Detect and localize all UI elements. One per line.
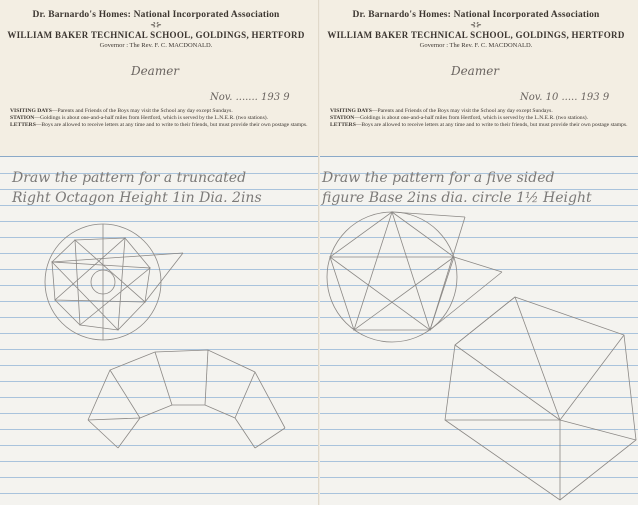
ornament-divider: ⊰⊱ (150, 21, 162, 29)
letters-label: LETTERS (330, 122, 356, 129)
visiting-text: —Parents and Friends of the Boys may visit the School any day except Sundays. (51, 108, 233, 114)
handwritten-date: Nov. 10 ..... 193 9 (520, 92, 610, 103)
organization-title: Dr. Barnardo's Homes: National Incorporated Association (32, 10, 280, 20)
governor-line: Governor : The Rev. F. C. MACDONALD. (419, 42, 533, 49)
handwritten-name: Deamer (450, 64, 500, 78)
ornament-divider: ⊰⊱ (470, 21, 482, 29)
station-text: —Goldings is about one-and-a-half miles from Hertford, which is served by the L.N.E.R. (two stations). (34, 115, 269, 122)
visiting-label: VISITING DAYS (10, 108, 52, 114)
pentagonal-pattern-drawing (445, 297, 636, 500)
letters-text: —Boys are allowed to receive letters at any time and to write to their friends, but must provide their own postage stamps. (35, 122, 308, 129)
letters-text: —Boys are allowed to receive letters at any time and to write to their friends, but must provide their own postage stamps. (355, 122, 628, 129)
octagon-plan-drawing (45, 224, 183, 340)
visiting-text: —Parents and Friends of the Boys may visit the School any day except Sundays. (371, 108, 553, 114)
task-line: figure Base 2ins dia. circle 1½ Height (322, 190, 592, 206)
letters-label: LETTERS (10, 122, 36, 129)
organization-title: Dr. Barnardo's Homes: National Incorporated Association (352, 10, 600, 20)
truncated-pattern-drawing (88, 350, 285, 448)
station-text: —Goldings is about one-and-a-half miles from Hertford, which is served by the L.N.E.R. (two stations). (354, 115, 589, 122)
handwritten-name: Deamer (130, 64, 180, 78)
task-line: Draw the pattern for a truncated (12, 170, 247, 186)
task-line: Right Octagon Height 1in Dia. 2ins (12, 190, 262, 206)
station-label: STATION (10, 115, 35, 122)
pentagon-plan-drawing (327, 212, 502, 342)
task-line: Draw the pattern for a five sided (322, 170, 555, 186)
handwritten-date: Nov. ....... 193 9 (210, 92, 290, 103)
school-name: WILLIAM BAKER TECHNICAL SCHOOL, GOLDINGS, HERTFORD (7, 30, 305, 40)
school-name: WILLIAM BAKER TECHNICAL SCHOOL, GOLDINGS, HERTFORD (327, 30, 625, 40)
visiting-label: VISITING DAYS (330, 108, 372, 114)
station-label: STATION (330, 115, 355, 122)
governor-line: Governor : The Rev. F. C. MACDONALD. (99, 42, 213, 49)
